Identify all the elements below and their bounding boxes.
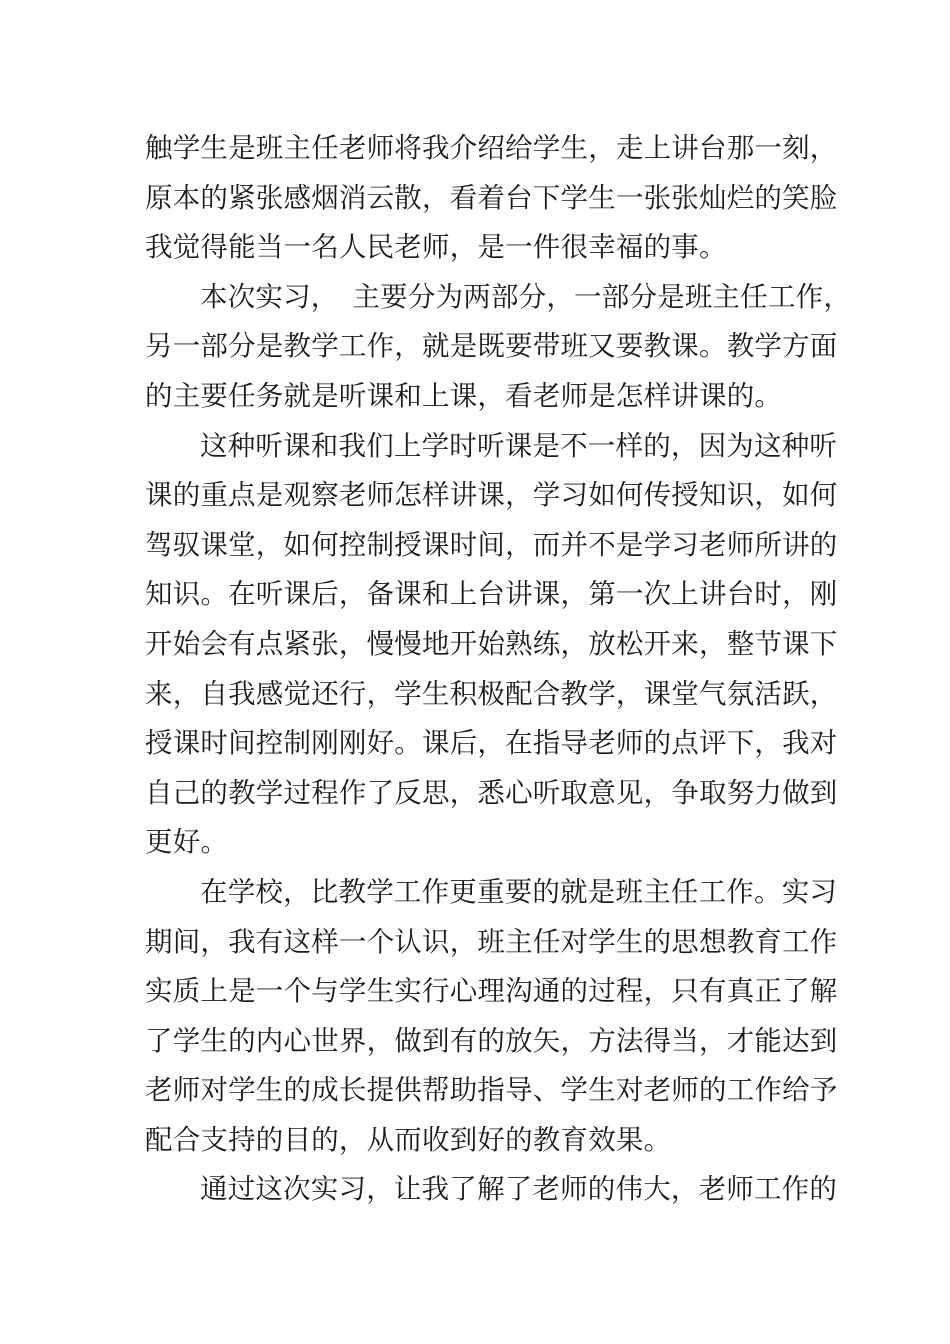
paragraph-first-line: 本次实习， 主要分为两部分，一部分是班主任工作， [200,280,852,313]
text-line: 来，自我感觉还行，学生积极配合教学，课堂气氛活跃， [145,677,838,710]
text-line: 开始会有点紧张，慢慢地开始熟练，放松开来，整节课下 [145,627,838,660]
text-line: 另一部分是教学工作，就是既要带班又要教课。教学方面 [145,330,838,363]
text-line: 了学生的内心世界，做到有的放矢，方法得当，才能达到 [145,1024,838,1057]
text-line: 老师对学生的成长提供帮助指导、学生对老师的工作给予 [145,1074,838,1107]
text-line: 驾驭课堂，如何控制授课时间，而并不是学习老师所讲的 [145,528,838,561]
text-line: 期间，我有这样一个认识，班主任对学生的思想教育工作 [145,925,838,958]
text-line: 授课时间控制刚刚好。课后，在指导老师的点评下，我对 [145,727,838,760]
paragraph-first-line: 这种听课和我们上学时听课是不一样的，因为这种听 [200,429,838,462]
text-line: 更好。 [145,826,229,859]
text-line: 实质上是一个与学生实行心理沟通的过程，只有真正了解 [145,975,838,1008]
text-line: 的主要任务就是听课和上课，看老师是怎样讲课的。 [145,379,783,412]
text-line: 我觉得能当一名人民老师，是一件很幸福的事。 [145,231,727,264]
text-line: 配合支持的目的，从而收到好的教育效果。 [145,1123,672,1156]
text-line: 自己的教学过程作了反思，悉心听取意见，争取努力做到 [145,776,838,809]
text-line: 原本的紧张感烟消云散，看着台下学生一张张灿烂的笑脸 [145,181,838,214]
document-body [145,124,852,1215]
text-line: 知识。在听课后，备课和上台讲课，第一次上讲台时，刚 [145,578,838,611]
paragraph-first-line: 通过这次实习，让我了解了老师的伟大，老师工作的 [200,1173,838,1206]
text-line: 触学生是班主任老师将我介绍给学生，走上讲台那一刻， [145,132,838,164]
text-line: 课的重点是观察老师怎样讲课，学习如何传授知识，如何 [145,479,838,512]
paragraph-first-line: 在学校，比教学工作更重要的就是班主任工作。实习 [200,875,838,908]
